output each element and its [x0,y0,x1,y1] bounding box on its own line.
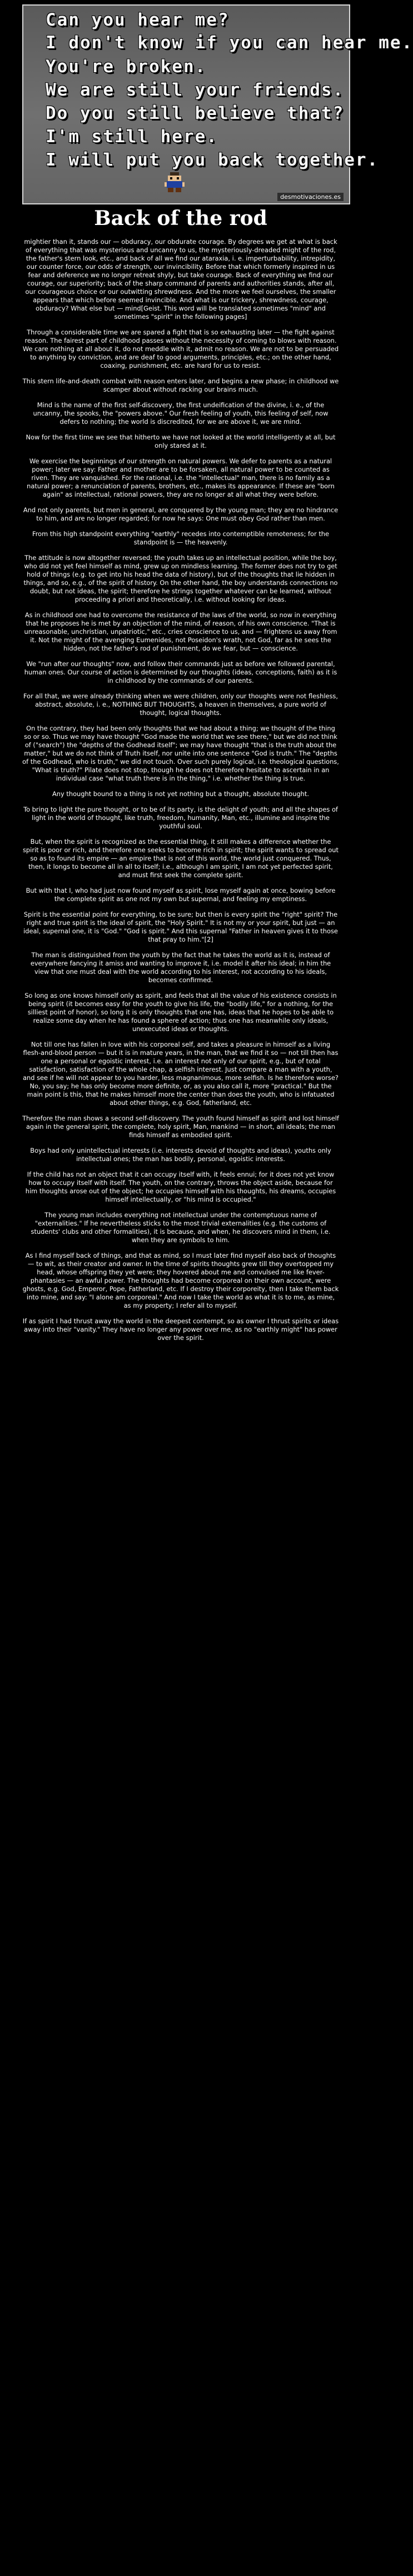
body-paragraph: But, when the spirit is recognized as the essential thing, it still makes a difference whether the spirit is poor or rich, and therefore one seeks to become rich in spirit; the spirit wants to spread out so as to found its empire — an empire that is not of this world, the world just conquered. Thus, then, it longs to become all in all to itself; i.e., although I am spirit, I am not yet perfected spirit, and must first seek the complete spirit. [22,838,339,879]
body-paragraph: Therefore the man shows a second self-discovery. The youth found himself as spirit and lost himself again in the general spirit, the complete, holy spirit, Man, mankind — in short, all ideals; the man finds himself as embodied spirit. [22,1114,339,1139]
body-paragraph: If as spirit I had thrust away the world in the deepest contempt, so as owner I thrust spirits or ideas away into their "vanity." They have no longer any power over me, as no "earthly might" has power over the spirit. [22,1317,339,1342]
body-paragraph: This stern life-and-death combat with reason enters later, and begins a new phase; in childhood we scamper about without racking our brains much. [22,377,339,393]
body-paragraph: On the contrary, they had been only thoughts that we had about a thing; we thought of the thing so or so. Thus we may have thought "God made the world that we see there," but we did not think of ("search") the "depths of the Godhead itself"; we may have thought "that is the truth about the matter," but we do not think of Truth itself, nor unite into one sentence "God is truth." The "depths of the Godhead, who is truth," we did not touch. Over such purely logical, i.e. theological questions, "What is truth?" Pilate does not stop, though he does not therefore hesitate to ascertain in an individual case "what truth there is in the thing," i.e. whether the thing is true. [22,724,339,782]
body-paragraph: As in childhood one had to overcome the resistance of the laws of the world, so now in everything that he proposes he is met by an objection of the mind, of reason, of his own conscience. "That is unreasonable, unchristian, unpatriotic," etc., cries conscience to us, and — frightens us away from it. Not the might of the avenging Eumenides, not Poseidon's wrath, not God, far as he sees the hidden, not the father's rod of punishment, do we fear, but — conscience. [24,611,337,652]
body-paragraph: If the child has not an object that it can occupy itself with, it feels ennui; for it does not yet know how to occupy itself with itself. The youth, on the contrary, throws the object aside, because for him thoughts arose out of the object; he occupies himself with his thoughts, his dreams, occupies himself intellectually, or "his mind is occupied." [25,1171,336,1203]
game-text-line: Can you hear me? [46,10,230,30]
body-paragraph: Not till one has fallen in love with his corporeal self, and takes a pleasure in himself as a living flesh-and-blood person — but it is in mature years, in the man, that we find it so — not till then has one a personal or egoistic interest, i.e. an interest not only of our spirit, e.g., but of total satisfaction, satisfaction of the whole chap, a selfish interest. Just compare a man with a youth, and see if he will not appear to you harder, less magnanimous, more selfish. Is he therefore worse? No, you say; he has only become more definite, or, as you also call it, more "practical." But the main point is this, that he makes himself more the center than does the youth, who is infatuated about other things, e.g. God, fatherland, etc. [23,1041,339,1107]
body-paragraph: We exercise the beginnings of our strength on natural powers. We defer to parents as a natural power; later we say: Father and mother are to be forsaken, all natural power to be counted as riven. They are vanquished. For the rational, i.e. the "intellectual" man, there is no family as a natural power; a renunciation of parents, brothers, etc., makes its appearance. If these are "born again" as intellectual, rational powers, they are no longer at all what they were before. [27,457,335,498]
game-text-line: You're broken. [46,57,207,77]
body-paragraph: Mind is the name of the first self-discovery, the first undeification of the divine, i. e., of the uncanny, the spooks, the "powers above." Our fresh feeling of youth, this feeling of self, now defers to nothing; the world is discredited, for we are above it, we are mind. [33,401,329,426]
pixel-character-icon [162,172,187,193]
game-text-line: I don't know if you can hear me. [46,33,413,53]
body-paragraph: The young man includes everything not intellectual under the contemptuous name of "externalities." If he nevertheless sticks to the most trivial externalities (e.g. the customs of students' clubs and other formalities), it is because, and when, he discovers mind in them, i.e. when they are symbols to him. [31,1211,331,1244]
game-text-line: We are still your friends. [46,80,345,100]
body-paragraph: Through a considerable time we are spared a fight that is so exhausting later — the fight against reason. The fairest part of childhood passes without the necessity of coming to blows with reason. We care nothing at all about it, do not meddle with it, admit no reason. We are not to be persuaded to anything by conviction, and are deaf to good arguments, principles, etc.; on the other hand, coaxing, punishment, etc. are hard for us to resist. [22,328,339,369]
game-screenshot [23,6,413,203]
body-paragraph: Spirit is the essential point for everything, to be sure; but then is every spirit the "right" spirit? The right and true spirit is the ideal of spirit, the "Holy Spirit." It is not my or your spirit, but just — an ideal, supernal one, it is "God." "God is spirit." And this supernal "Father in heaven gives it to those that pray to him."[2] [23,911,338,943]
body-paragraph: To bring to light the pure thought, or to be of its party, is the delight of youth; and all the shapes of light in the world of thought, like truth, freedom, humanity, Man, etc., illumine and inspire the youthful soul. [23,806,338,830]
body-paragraph: Any thought bound to a thing is not yet nothing but a thought, absolute thought. [52,790,309,798]
body-paragraph: From this high standpoint everything "earthly" recedes into contemptible remoteness; for the standpoint is — the heavenly. [32,530,330,546]
poster-body [22,238,339,1349]
body-paragraph: As I find myself back of things, and that as mind, so I must later find myself also back of thoughts — to wit, as their creator and owner. In the time of spirits thoughts grew till they overtopped my head, whose offspring they yet were; they hovered about me and convulsed me like fever-phantasies — an awful power. The thoughts had become corporeal on their own account, were ghosts, e.g. God, Emperor, Pope, Fatherland, etc. If I destroy their corporeity, then I take them back into mine, and say: "I alone am corporeal." And now I take the world as what it is to me, as mine, as my property; I refer all to myself. [22,1252,339,1309]
game-text-line: Do you still believe that? [46,103,345,123]
body-paragraph: The attitude is now altogether reversed; the youth takes up an intellectual position, while the boy, who did not yet feel himself as mind, grew up on mindless learning. The former does not try to get hold of things (e.g. to get into his head the data of history), but of the thoughts that lie hidden in things, and so, e.g., of the spirit of history. On the other hand, the boy understands connections no doubt, but not ideas, the spirit; therefore he strings together whatever can be learned, without proceeding a priori and theoretically, i.e. without looking for ideas. [23,554,338,603]
game-text-line: I'm still here. [46,127,218,147]
body-paragraph: But with that I, who had just now found myself as spirit, lose myself again at once, bowing before the complete spirit as one not my own but supernal, and feeling my emptiness. [26,887,336,903]
watermark-text: desmotivaciones.es [277,193,344,201]
body-paragraph: So long as one knows himself only as spirit, and feels that all the value of his existence consists in being spirit (it becomes easy for the youth to give his life, the "bodily life," for a nothing, for the silliest point of honor), so long it is only thoughts that one has, ideas that he hopes to be able to realize some day when he has found a sphere of action; thus one has meanwhile only ideals, unexecuted ideas or thoughts. [24,992,337,1033]
body-paragraph: mightier than it, stands our — obduracy, our obdurate courage. By degrees we get at what is back of everything that was mysterious and uncanny to us, the mysteriously-dreaded might of the rod, the father's stern look, etc., and back of all we find our ataraxia, i. e. imperturbability, intrepidity, our counter force, our odds of strength, our invincibility. Before that which formerly inspired in us fear and deference we no longer retreat shyly, but take courage. Back of everything we find our courage, our superiority; back of the sharp command of parents and authorities stands, after all, our courageous choice or our outwitting shrewdness. And the more we feel ourselves, the smaller appears that which before seemed invincible. And what is our trickery, shrewdness, courage, obduracy? What else but — mind[Geist. This word will be translated sometimes "mind" and sometimes "spirit" in the following pages] [24,238,337,321]
body-paragraph: Now for the first time we see that hitherto we have not looked at the world intelligently at all, but only stared at it. [26,433,336,449]
body-paragraph: The man is distinguished from the youth by the fact that he takes the world as it is, instead of everywhere fancying it amiss and wanting to improve it, i.e. model it after his ideal; in him the view that one must deal with the world according to his interest, not according to his ideals, becomes confirmed. [30,951,331,984]
poster-image [22,4,413,204]
body-paragraph: And not only parents, but men in general, are conquered by the young man; they are no hindrance to him, and are no longer regarded; for now he says: One must obey God rather than men. [23,506,339,522]
game-text-line: I will put you back together. [46,150,379,170]
body-paragraph: We "run after our thoughts" now, and follow their commands just as before we followed parental, human ones. Our course of action is determined by our thoughts (ideas, conceptions, faith) as it is in childhood by the commands of our parents. [24,660,337,684]
poster-title: Back of the rod [94,207,267,230]
body-paragraph: Boys had only unintellectual interests (i.e. interests devoid of thoughts and ideas), youths only intellectual ones; the man has bodily, personal, egoistic interests. [30,1147,331,1163]
body-paragraph: For all that, we were already thinking when we were children, only our thoughts were not fleshless, abstract, absolute, i. e., NOTHING BUT THOUGHTS, a heaven in themselves, a pure world of thought, logical thoughts. [23,692,338,717]
poster-frame [4,4,413,2572]
